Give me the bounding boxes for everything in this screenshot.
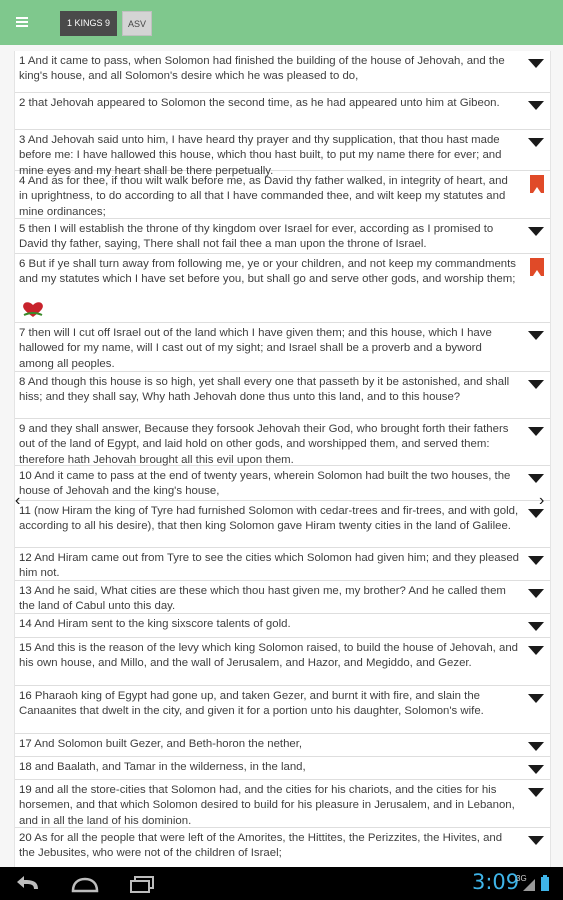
verse-text: 10 And it came to pass at the end of twenty years, wherein Solomon had built the two houses, the house of Jehovah and the king's house, <box>19 470 511 498</box>
verse-item[interactable] <box>15 254 550 323</box>
chevron-left-icon[interactable]: ‹ <box>15 492 21 509</box>
hamburger-menu-icon[interactable] <box>14 13 32 31</box>
verse-dropdown-icon[interactable] <box>528 836 544 845</box>
back-icon[interactable] <box>14 874 44 894</box>
verse-number: 6 <box>19 258 26 270</box>
verse-text: 9 and they shall answer, Because they forsook Jehovah their God, who brought forth their fathers out of the land of Egypt, and laid hold on other gods, and worshipped them, and served them: therefore hath Jehovah brought all this evil upon them. <box>19 423 509 466</box>
bookmark-icon[interactable] <box>530 175 544 193</box>
heart-icon[interactable] <box>21 300 45 318</box>
verse-text: 20 As for all the people that were left of the Amorites, the Hittites, the Perizzites, the Hivites, and the Jebusites, who were not of the children of Israel; <box>19 832 503 860</box>
verse-dropdown-icon[interactable] <box>528 622 544 631</box>
verse-item[interactable] <box>15 581 550 614</box>
verse-dropdown-icon[interactable] <box>528 427 544 436</box>
verse-dropdown-icon[interactable] <box>528 509 544 518</box>
verse-list <box>14 51 551 867</box>
verse-dropdown-icon[interactable] <box>528 474 544 483</box>
verse-text: 4 And as for thee, if thou wilt walk before me, as David thy father walked, in integrity of heart, and in uprightness, to do according to all that I have commanded thee, and wilt keep my statutes and mine ordinances; <box>19 175 508 218</box>
verse-number: 12 <box>19 552 32 564</box>
verse-item[interactable] <box>15 780 550 828</box>
verse-number: 17 <box>19 738 32 750</box>
verse-text: 5 then I will establish the throne of thy kingdom over Israel for ever, according as I promised to David thy father, saying, There shall not fail thee a man upon the throne of Israel. <box>19 223 494 251</box>
verse-text: 12 And Hiram came out from Tyre to see the cities which Solomon had given him; and they pleased him not. <box>19 552 519 580</box>
verse-dropdown-icon[interactable] <box>528 589 544 598</box>
verse-number: 18 <box>19 761 32 773</box>
system-nav-bar <box>0 867 563 900</box>
verse-text: 6 But if ye shall turn away from following me, ye or your children, and not keep my commandments and my statutes which I have set before you, but shall go and serve other gods, and worship them; <box>19 258 516 286</box>
verse-item[interactable] <box>15 171 550 219</box>
verse-item[interactable] <box>15 323 550 372</box>
chevron-right-icon[interactable]: › <box>539 492 545 509</box>
verse-item[interactable] <box>15 638 550 686</box>
verse-item[interactable] <box>15 466 550 501</box>
verse-dropdown-icon[interactable] <box>528 765 544 774</box>
verse-item[interactable] <box>15 130 550 177</box>
verse-text: 17 And Solomon built Gezer, and Beth-horon the nether, <box>19 738 303 750</box>
verse-number: 7 <box>19 327 26 339</box>
verse-item[interactable] <box>15 614 550 638</box>
verse-text: 7 then will I cut off Israel out of the land which I have given them; and this house, which I have hallowed for my name, will I cast out of my sight; and Israel shall be a proverb and a byword among all peoples. <box>19 327 492 370</box>
app-bar <box>0 0 563 45</box>
verse-text: 15 And this is the reason of the levy which king Solomon raised, to build the house of Jehovah, and his own house, and Millo, and the wall of Jerusalem, and Hazor, and Megiddo, and Gezer. <box>19 642 518 670</box>
verse-item[interactable] <box>15 219 550 254</box>
verse-item[interactable] <box>15 734 550 757</box>
verse-dropdown-icon[interactable] <box>528 59 544 68</box>
verse-text: 13 And he said, What cities are these which thou hast given me, my brother? And he called them the land of Cabul unto this day. <box>19 585 506 613</box>
recent-apps-icon[interactable] <box>128 874 158 894</box>
verse-text: 3 And Jehovah said unto him, I have heard thy prayer and thy supplication, that thou hast made before me: I have hallowed this house, which thou hast built, to put my name there for ever; and mine eyes and my heart shall be there perpetually. <box>19 134 502 177</box>
chapter-content <box>0 45 563 867</box>
verse-dropdown-icon[interactable] <box>528 331 544 340</box>
home-icon[interactable] <box>70 874 100 894</box>
verse-item[interactable] <box>15 548 550 581</box>
verse-number: 15 <box>19 642 32 654</box>
verse-dropdown-icon[interactable] <box>528 694 544 703</box>
signal-icon <box>523 879 535 891</box>
version-button[interactable]: ASV <box>122 11 152 36</box>
battery-icon <box>541 875 549 891</box>
verse-dropdown-icon[interactable] <box>528 138 544 147</box>
verse-dropdown-icon[interactable] <box>528 227 544 236</box>
signal-type-label: 3G <box>516 874 527 883</box>
verse-number: 11 <box>19 505 31 517</box>
verse-number: 13 <box>19 585 32 597</box>
verse-dropdown-icon[interactable] <box>528 380 544 389</box>
verse-dropdown-icon[interactable] <box>528 788 544 797</box>
verse-number: 8 <box>19 376 26 388</box>
verse-item[interactable] <box>15 686 550 734</box>
verse-number: 9 <box>19 423 26 435</box>
verse-number: 4 <box>19 175 26 187</box>
status-clock: 3:09 <box>472 870 520 894</box>
verse-number: 10 <box>19 470 32 482</box>
verse-text: 2 that Jehovah appeared to Solomon the second time, as he had appeared unto him at Gibeon. <box>19 97 500 109</box>
verse-number: 3 <box>19 134 26 146</box>
verse-text: 1 And it came to pass, when Solomon had finished the building of the house of Jehovah, and the king's house, and all Solomon's desire which he was pleased to do, <box>19 55 505 83</box>
verse-text: 19 and all the store-cities that Solomon had, and the cities for his chariots, and the cities for his horsemen, and that which Solomon desired to build for his pleasure in Jerusalem, and in Lebanon, and in all the land of his dominion. <box>19 784 515 827</box>
verse-text: 11 (now Hiram the king of Tyre had furnished Solomon with cedar-trees and fir-trees, and with gold, according to all his desire), that then king Solomon gave Hiram twenty cities in the land of Galilee. <box>19 505 519 533</box>
verse-text: 14 And Hiram sent to the king sixscore talents of gold. <box>19 618 291 630</box>
verse-number: 1 <box>19 55 26 67</box>
verse-number: 14 <box>19 618 32 630</box>
book-chapter-button[interactable]: 1 KINGS 9 <box>60 11 117 36</box>
verse-item[interactable] <box>15 757 550 780</box>
verse-item[interactable] <box>15 419 550 466</box>
verse-dropdown-icon[interactable] <box>528 556 544 565</box>
verse-text: 8 And though this house is so high, yet shall every one that passeth by it be astonished, and shall hiss; and they shall say, Why hath Jehovah done thus unto this land, and to this house? <box>19 376 510 404</box>
verse-number: 16 <box>19 690 32 702</box>
verse-number: 20 <box>19 832 32 844</box>
verse-item[interactable] <box>15 501 550 548</box>
verse-number: 2 <box>19 97 26 109</box>
verse-number: 5 <box>19 223 26 235</box>
verse-item[interactable] <box>15 51 550 93</box>
verse-text: 16 Pharaoh king of Egypt had gone up, and taken Gezer, and burnt it with fire, and slain the Canaanites that dwelt in the city, and given it for a portion unto his daughter, Solomon's wife. <box>19 690 484 718</box>
verse-dropdown-icon[interactable] <box>528 101 544 110</box>
verse-text: 18 and Baalath, and Tamar in the wilderness, in the land, <box>19 761 306 773</box>
verse-dropdown-icon[interactable] <box>528 742 544 751</box>
verse-item[interactable] <box>15 828 550 867</box>
bookmark-icon[interactable] <box>530 258 544 276</box>
verse-item[interactable] <box>15 93 550 130</box>
verse-item[interactable] <box>15 372 550 419</box>
verse-dropdown-icon[interactable] <box>528 646 544 655</box>
verse-number: 19 <box>19 784 32 796</box>
